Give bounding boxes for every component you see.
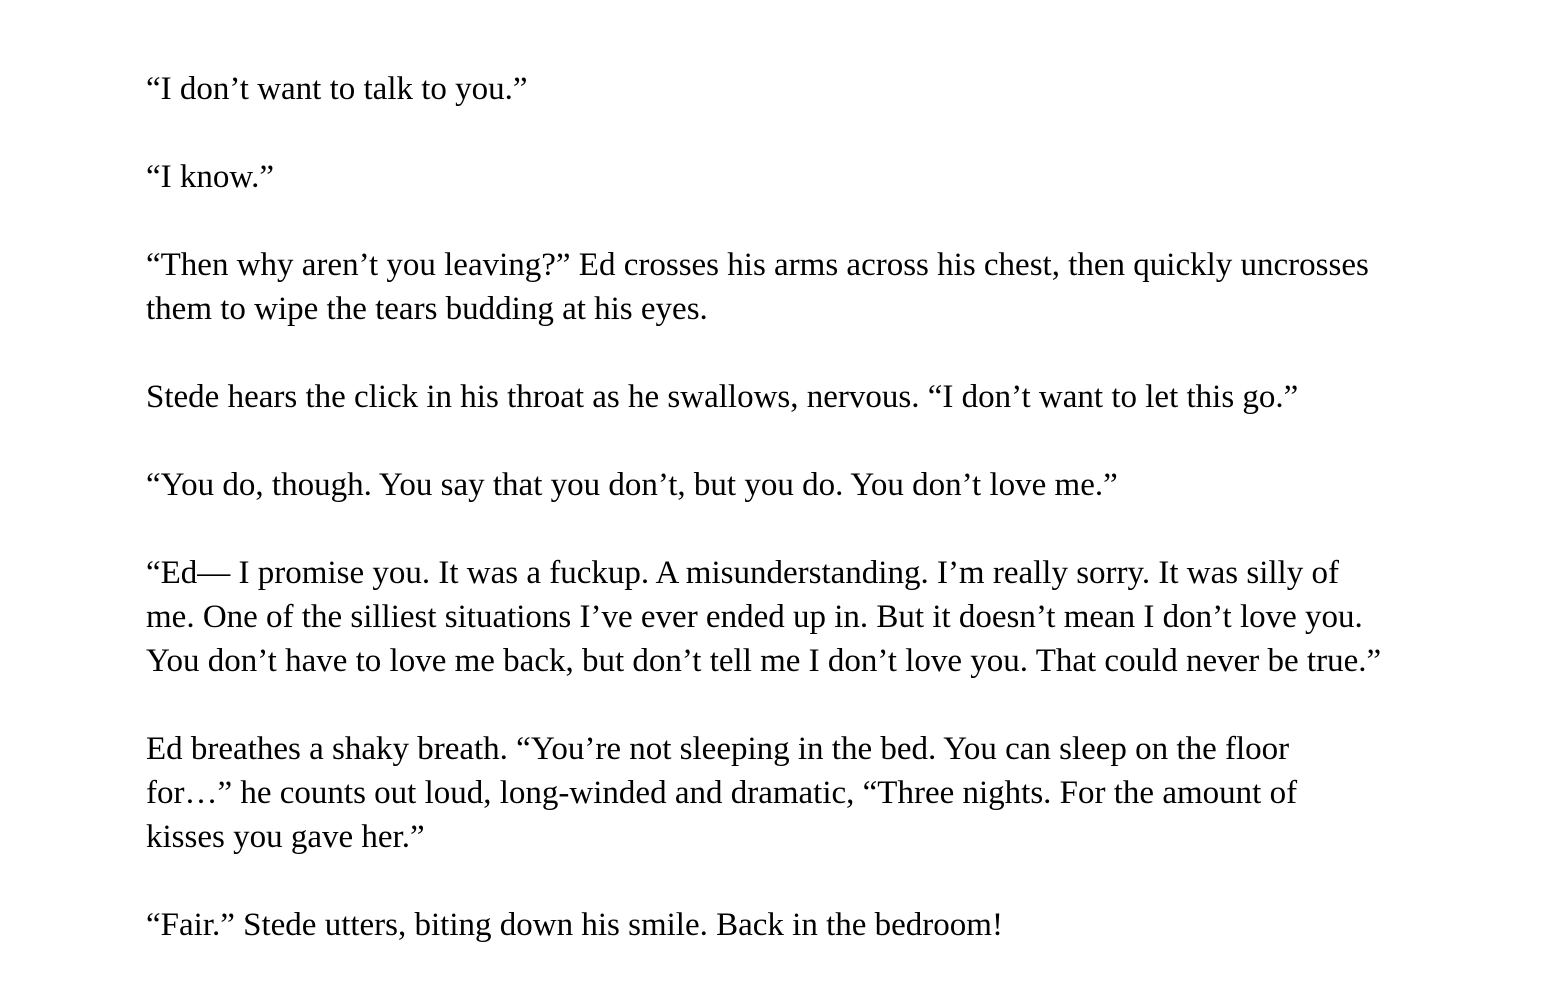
text-line: kisses you gave her.” xyxy=(146,819,425,855)
paragraph xyxy=(146,155,1406,199)
text-line: “I know.” xyxy=(146,159,274,195)
paragraph xyxy=(146,903,1406,947)
paragraph xyxy=(146,463,1406,507)
text-line: for…” he counts out loud, long-winded and dramatic, “Three nights. For the amount of xyxy=(146,775,1298,811)
document-text xyxy=(146,67,1406,991)
paragraph xyxy=(146,551,1406,683)
text-line: “You do, though. You say that you don’t, but you do. You don’t love me.” xyxy=(146,467,1118,503)
paragraph xyxy=(146,375,1406,419)
text-line: “I don’t want to talk to you.” xyxy=(146,71,528,107)
paragraph xyxy=(146,727,1406,859)
paragraph xyxy=(146,67,1406,111)
paragraph xyxy=(146,243,1406,331)
text-line: Stede hears the click in his throat as he swallows, nervous. “I don’t want to let this go.” xyxy=(146,379,1299,415)
text-line: “Then why aren’t you leaving?” Ed crosses his arms across his chest, then quickly uncrosses xyxy=(146,247,1369,283)
text-line: “Fair.” Stede utters, biting down his smile. Back in the bedroom! xyxy=(146,907,1003,943)
text-line: Ed breathes a shaky breath. “You’re not sleeping in the bed. You can sleep on the floor xyxy=(146,731,1290,767)
text-line: me. One of the silliest situations I’ve ever ended up in. But it doesn’t mean I don’t love you. xyxy=(146,599,1363,635)
text-line: “Ed— I promise you. It was a fuckup. A misunderstanding. I’m really sorry. It was silly of xyxy=(146,555,1339,591)
text-line: You don’t have to love me back, but don’t tell me I don’t love you. That could never be true.” xyxy=(146,643,1382,679)
text-line: them to wipe the tears budding at his eyes. xyxy=(146,291,708,327)
